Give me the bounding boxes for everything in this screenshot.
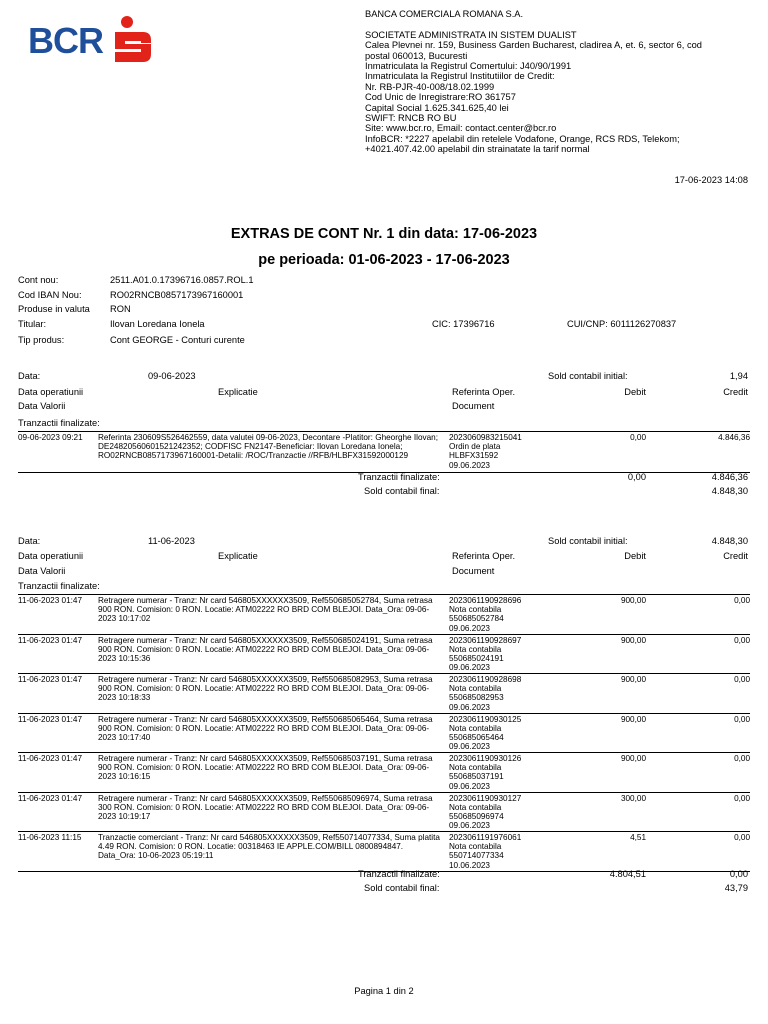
initial-balance-label: Sold contabil initial: <box>548 371 628 381</box>
cic-value: CIC: 17396716 <box>432 319 495 329</box>
transaction-reference: 2023060983215041 Ordin de plata HLBFX31592 09.06.2023 <box>449 433 522 470</box>
product-type-value: Cont GEORGE - Conturi curente <box>110 335 245 345</box>
bank-info-line: Nr. RB-PJR-40-008/18.02.1999 <box>365 81 495 92</box>
col-data-valorii: Data Valorii <box>18 401 66 411</box>
col-document: Document <box>452 401 495 411</box>
bank-name: BANCA COMERCIALA ROMANA S.A. <box>365 9 524 19</box>
transaction-reference: 2023061190930126 Nota contabila 550685037191 09.06.2023 <box>449 754 522 791</box>
transaction-row <box>18 714 750 754</box>
bcr-logo-text: BCR <box>28 20 103 61</box>
transactions-table-1 <box>18 431 750 473</box>
transaction-description: Retragere numerar - Tranz: Nr card 546805XXXXXX3509, Ref550685052784, Suma retrasa 900 RON. Comision: 0 RON. Locatie: ATM02222 RO BRD COM BLEJOI. Data_Ora: 09-06-2023 10:17:02 <box>98 596 433 624</box>
bank-info-line: postal 060013, Bucuresti <box>365 50 468 61</box>
transaction-credit: 0,00 <box>734 635 750 645</box>
transaction-debit: 4,51 <box>630 833 646 842</box>
page-number: Pagina 1 din 2 <box>354 986 414 996</box>
section-date: 11-06-2023 <box>148 536 195 546</box>
transaction-row <box>18 793 750 833</box>
col-data-valorii: Data Valorii <box>18 566 66 576</box>
transaction-row <box>18 432 750 472</box>
transaction-credit: 0,00 <box>734 675 750 684</box>
transaction-reference: 2023061190930125 Nota contabila 550685065464 09.06.2023 <box>449 714 522 752</box>
bcr-s-mark-icon <box>113 16 153 62</box>
col-referinta: Referinta Oper. <box>452 551 516 561</box>
transaction-debit: 300,00 <box>620 793 646 803</box>
transaction-reference: 2023061190928696 Nota contabila 550685052784 09.06.2023 <box>449 596 522 633</box>
total-credit: 4.846,36 <box>711 472 748 482</box>
product-type-label: Tip produs: <box>18 335 65 345</box>
transaction-description: Referinta 230609S526462559, data valutei 09-06-2023, Decontare -Platitor: Gheorghe Ilovan; DE24820560601521242352; CODFISC FN2147-Beneficiar: Ilovan Loredana Ionela; RO02RNCB0857173967160001-Detalii: /ROC/Tranzactie //RFB/HLBFX31592000129 <box>98 433 439 461</box>
currency-value: RON <box>110 304 131 314</box>
bank-info-line: Inmatriculata la Registrul Comertului: J40/90/1991 <box>365 61 572 72</box>
total-debit: 4.804,51 <box>609 869 646 879</box>
transaction-date: 11-06-2023 01:47 <box>18 754 83 763</box>
transaction-credit: 0,00 <box>734 714 750 724</box>
finalized-label: Tranzactii finalizate: <box>18 418 100 428</box>
document-date: 17-06-2023 14:08 <box>674 175 748 185</box>
transaction-row <box>18 674 750 714</box>
transaction-debit: 900,00 <box>620 754 646 763</box>
final-balance-value: 4.848,30 <box>711 486 748 496</box>
bank-info-line: SOCIETATE ADMINISTRATA IN SISTEM DUALIST <box>365 29 577 40</box>
transaction-debit: 900,00 <box>620 675 646 684</box>
transaction-date: 09-06-2023 09:21 <box>18 433 83 442</box>
account-number: 2511.A01.0.17396716.0857.ROL.1 <box>110 275 254 285</box>
final-balance-value: 43,79 <box>724 883 748 893</box>
transaction-description: Retragere numerar - Tranz: Nr card 546805XXXXXX3509, Ref550685037191, Suma retrasa 900 RON. Comision: 0 RON. Locatie: ATM02222 RO BRD COM BLEJOI. Data_Ora: 09-06-2023 10:16:15 <box>98 754 433 782</box>
currency-label: Produse in valuta <box>18 304 90 314</box>
date-label: Data: <box>18 536 41 546</box>
finalized-total-label: Tranzactii finalizate: <box>358 869 440 879</box>
transaction-debit: 900,00 <box>620 635 646 645</box>
transaction-credit: 0,00 <box>734 754 750 763</box>
transaction-row <box>18 635 750 675</box>
col-explicatie: Explicatie <box>218 551 258 561</box>
transaction-date: 11-06-2023 01:47 <box>18 635 83 645</box>
initial-balance-label: Sold contabil initial: <box>548 536 628 546</box>
col-explicatie: Explicatie <box>218 387 258 397</box>
total-credit: 0,00 <box>729 869 748 879</box>
transaction-date: 11-06-2023 01:47 <box>18 596 83 605</box>
col-credit: Credit <box>723 387 748 397</box>
bank-info-line: +4021.407.42.00 apelabil din strainatate la tarif normal <box>365 144 590 155</box>
transaction-row <box>18 753 750 793</box>
transaction-credit: 0,00 <box>734 596 750 605</box>
col-data-operatiunii: Data operatiunii <box>18 551 84 561</box>
transaction-debit: 900,00 <box>620 714 646 724</box>
transaction-row <box>18 832 750 871</box>
iban-label: Cod IBAN Nou: <box>18 290 82 300</box>
col-document: Document <box>452 566 495 576</box>
transactions-table-2 <box>18 594 750 872</box>
transaction-date: 11-06-2023 01:47 <box>18 793 83 803</box>
final-balance-label: Sold contabil final: <box>364 486 440 496</box>
col-debit: Debit <box>624 551 646 561</box>
account-label: Cont nou: <box>18 275 59 285</box>
transaction-description: Tranzactie comerciant - Tranz: Nr card 546805XXXXXX3509, Ref550714077334, Suma platita 4.49 RON. Comision: 0 RON. Locatie: 00318463 IE APPLE.COM/BILL 0800894847. Data_Ora: 10-06-2023 05:19:11 <box>98 833 440 861</box>
section-date: 09-06-2023 <box>148 371 196 381</box>
col-credit: Credit <box>723 551 748 561</box>
finalized-label: Tranzactii finalizate: <box>18 581 100 591</box>
holder-name: Ilovan Loredana Ionela <box>110 319 205 329</box>
col-data-operatiunii: Data operatiunii <box>18 387 84 397</box>
transaction-date: 11-06-2023 01:47 <box>18 714 83 724</box>
holder-label: Titular: <box>18 319 47 329</box>
iban-value: RO02RNCB0857173967160001 <box>110 290 244 300</box>
transaction-row <box>18 595 750 635</box>
transaction-debit: 0,00 <box>630 433 646 442</box>
transaction-date: 11-06-2023 11:15 <box>18 833 82 842</box>
total-debit: 0,00 <box>627 472 646 482</box>
transaction-description: Retragere numerar - Tranz: Nr card 546805XXXXXX3509, Ref550685024191, Suma retrasa 900 RON. Comision: 0 RON. Locatie: ATM02222 RO BRD COM BLEJOI. Data_Ora: 09-06-2023 10:15:36 <box>98 635 433 663</box>
bank-info-line: InfoBCR: *2227 apelabil din retelele Vodafone, Orange, RCS RDS, Telekom; <box>365 133 680 144</box>
transaction-reference: 2023061191976061 Nota contabila 550714077334 10.06.2023 <box>449 833 522 870</box>
bank-info-line: Cod Unic de Inregistrare:RO 361757 <box>365 92 516 103</box>
bank-info-line: Capital Social 1.625.341.625,40 lei <box>365 102 509 113</box>
bank-info-line: SWIFT: RNCB RO BU <box>365 113 457 124</box>
bank-info-line: Calea Plevnei nr. 159, Business Garden Bucharest, cladirea A, et. 6, sector 6, cod <box>365 40 702 51</box>
statement-title: EXTRAS DE CONT Nr. 1 din data: 17-06-2023 <box>230 226 538 242</box>
date-label: Data: <box>18 371 41 381</box>
transaction-description: Retragere numerar - Tranz: Nr card 546805XXXXXX3509, Ref550685065464, Suma retrasa 900 RON. Comision: 0 RON. Locatie: ATM02222 RO BRD COM BLEJOI. Data_Ora: 09-06-2023 10:17:40 <box>98 714 433 742</box>
bank-info-block <box>365 9 750 155</box>
transaction-reference: 2023061190930127 Nota contabila 550685096974 09.06.2023 <box>449 793 522 831</box>
transaction-date: 11-06-2023 01:47 <box>18 675 83 684</box>
transaction-credit: 0,00 <box>734 833 750 842</box>
statement-period: pe perioada: 01-06-2023 - 17-06-2023 <box>258 252 510 268</box>
col-referinta: Referinta Oper. <box>452 387 516 397</box>
cnp-value: CUI/CNP: 6011126270837 <box>567 319 677 329</box>
transaction-description: Retragere numerar - Tranz: Nr card 546805XXXXXX3509, Ref550685082953, Suma retrasa 900 RON. Comision: 0 RON. Locatie: ATM02222 RO BRD COM BLEJOI. Data_Ora: 09-06-2023 10:18:33 <box>98 675 433 703</box>
transaction-credit: 4.846,36 <box>718 433 750 442</box>
transaction-reference: 2023061190928697 Nota contabila 550685024191 09.06.2023 <box>449 635 522 673</box>
transaction-credit: 0,00 <box>734 793 750 803</box>
transaction-debit: 900,00 <box>620 596 646 605</box>
bank-info-line: Inmatriculata la Registrul Institutiilor de Credit: <box>365 71 555 82</box>
bank-info-line: Site: www.bcr.ro, Email: contact.center@bcr.ro <box>365 123 557 134</box>
initial-balance-value: 1,94 <box>729 371 748 381</box>
col-debit: Debit <box>624 387 646 397</box>
initial-balance-value: 4.848,30 <box>711 536 748 546</box>
finalized-total-label: Tranzactii finalizate: <box>358 472 440 482</box>
transaction-reference: 2023061190928698 Nota contabila 550685082953 09.06.2023 <box>449 675 522 712</box>
final-balance-label: Sold contabil final: <box>364 883 440 893</box>
transaction-description: Retragere numerar - Tranz: Nr card 546805XXXXXX3509, Ref550685096974, Suma retrasa 300 RON. Comision: 0 RON. Locatie: ATM02222 RO BRD COM BLEJOI. Data_Ora: 09-06-2023 10:19:17 <box>98 793 433 821</box>
